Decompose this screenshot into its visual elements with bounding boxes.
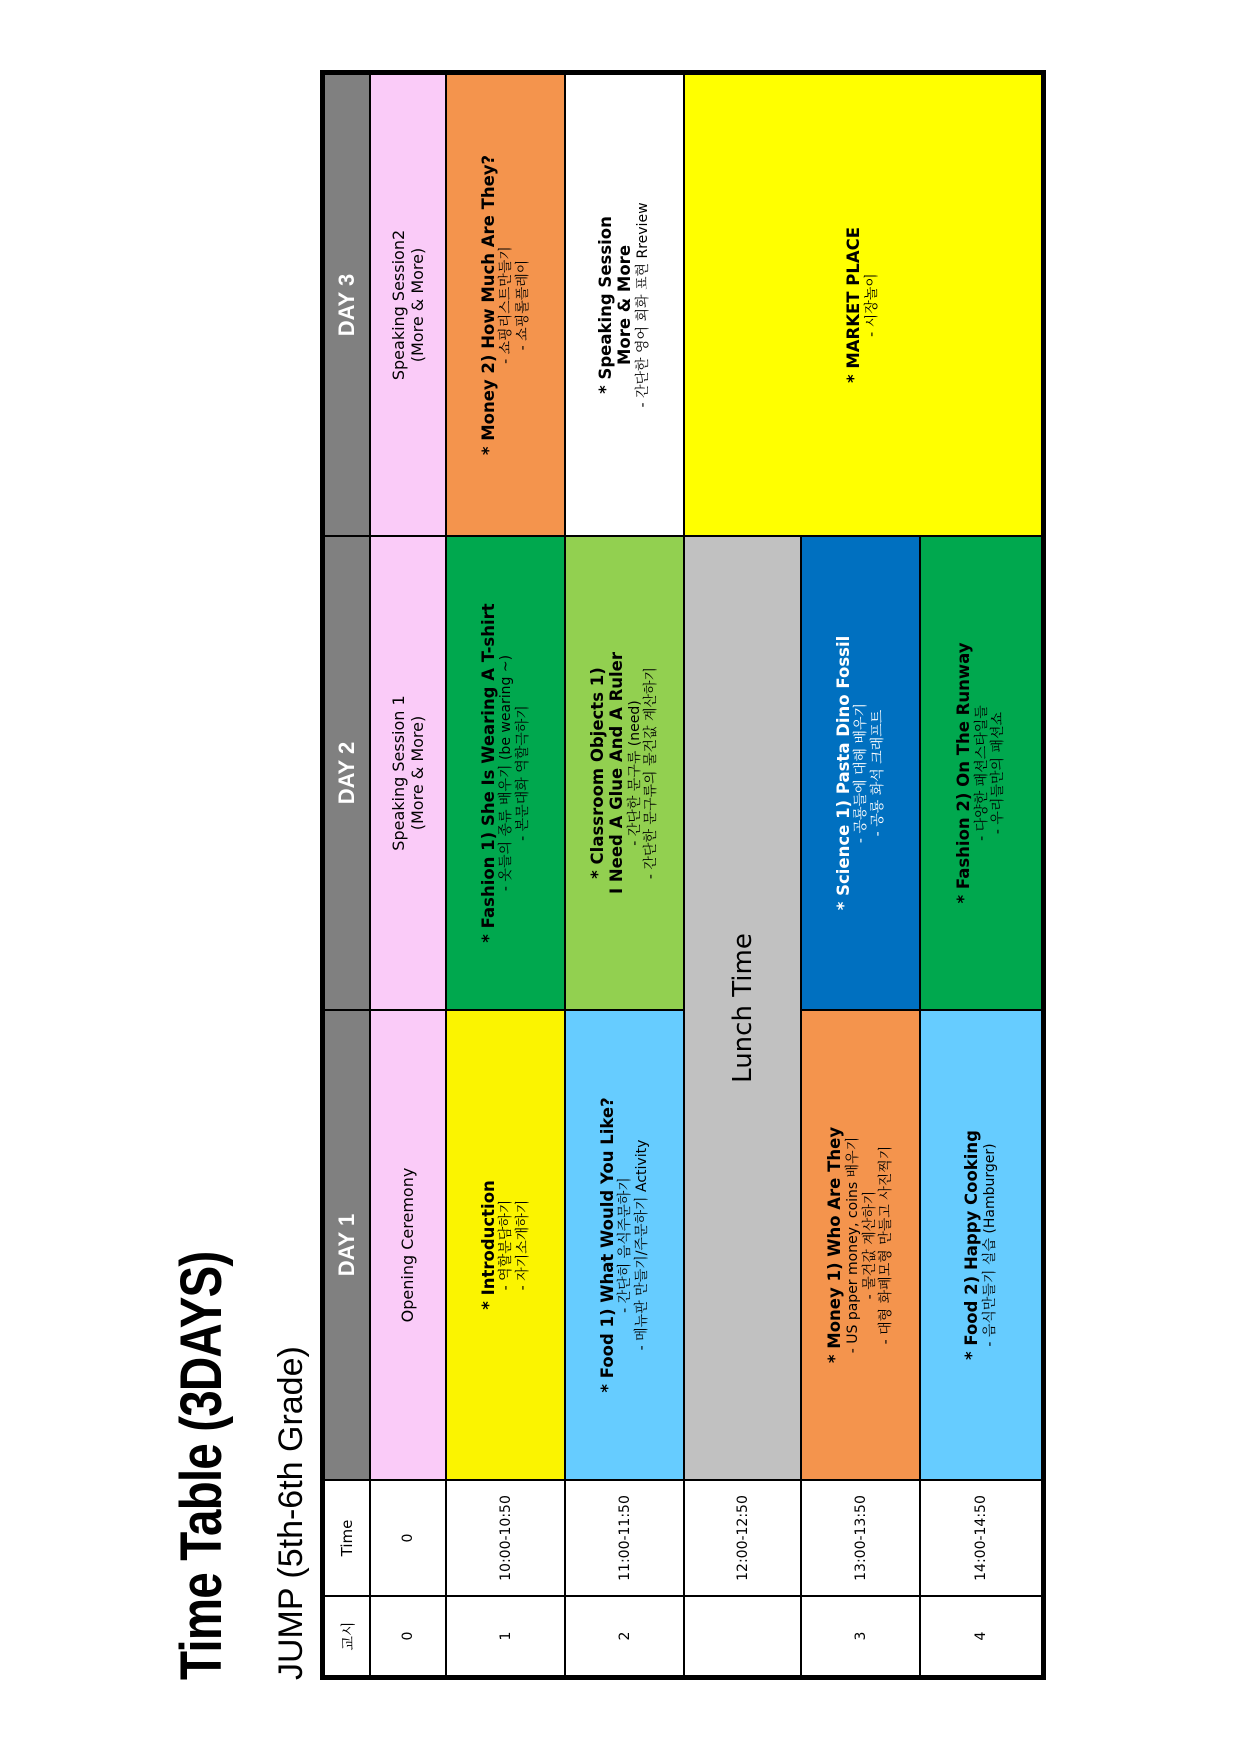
time-0: 0 [370, 1480, 446, 1596]
day3-market-place [684, 74, 1042, 536]
cell-line: - 쇼핑리스트만들기 [498, 246, 515, 364]
cell-line: - 대형 화폐모형 만들고 사진찍기 [878, 1145, 895, 1345]
day2-classroom-objects-1 [565, 536, 684, 1010]
period-1: 1 [446, 1596, 565, 1676]
page-subtitle: JUMP (5th-6th Grade) [272, 1346, 310, 1680]
header-time: Time [324, 1480, 370, 1596]
time-4: 14:00-14:50 [920, 1480, 1042, 1596]
cell-title: * Introduction [478, 1180, 498, 1310]
cell-title: * Food 2) Happy Cooking [962, 1130, 982, 1361]
cell-line: - US paper money, coins 배우기 [845, 1136, 862, 1354]
cell-line: (More & More) [408, 715, 427, 831]
time-lunch: 12:00-12:50 [684, 1480, 801, 1596]
day2-fashion-1 [446, 536, 565, 1010]
day1-opening-ceremony [370, 1010, 446, 1480]
page-title: Time Table (3DAYS) [169, 1251, 234, 1680]
cell-title: * Fashion 2) On The Runway [954, 642, 973, 904]
header-period: 교시 [324, 1596, 370, 1676]
period-2: 2 [565, 1596, 684, 1676]
cell-line: - 간단히 음식주문하기 [617, 1177, 634, 1313]
cell-subtitle: I Need A Glue And A Ruler [606, 651, 626, 895]
header-day2: DAY 2 [324, 536, 370, 1010]
cell-line: - 공룡 화석 크래프트 [869, 709, 886, 837]
cell-title: * Money 2) How Much Are They? [478, 154, 498, 456]
day1-money-1 [801, 1010, 920, 1480]
cell-line: - 물건값 계산하기 [861, 1190, 878, 1300]
day1-introduction [446, 1010, 565, 1480]
cell-title: Opening Ceremony [398, 1167, 418, 1323]
cell-title: * Classroom Objects 1) [588, 667, 608, 879]
cell-line: - 시장놀이 [864, 273, 881, 337]
cell-title: * MARKET PLACE [844, 226, 864, 384]
time-2: 11:00-11:50 [565, 1480, 684, 1596]
cell-line: - 메뉴판 만들기/주문하기 Activity [633, 1139, 650, 1351]
header-day1: DAY 1 [324, 1010, 370, 1480]
day1-food-2 [920, 1010, 1042, 1480]
day3-money-2 [446, 74, 565, 536]
cell-line: - 본문대화 역할극하기 [514, 705, 531, 841]
period-4: 4 [920, 1596, 1042, 1676]
time-1: 10:00-10:50 [446, 1480, 565, 1596]
cell-line: - 쇼핑롤플레이 [514, 259, 531, 351]
time-3: 13:00-13:50 [801, 1480, 920, 1596]
lunch-label: Lunch Time [727, 933, 758, 1083]
cell-line: - 다양한 패션스타일들 [973, 705, 990, 841]
cell-line: - 자기소개하기 [514, 1199, 531, 1291]
cell-title: * Speaking Session [596, 216, 616, 394]
cell-line: - 간단한 영어 회화 표현 Rreview [635, 202, 652, 408]
cell-line: - 공룡들에 대해 배우기 [853, 702, 870, 844]
cell-line: (More & More) [408, 247, 427, 363]
day2-speaking-session-1 [370, 536, 446, 1010]
cell-title: Speaking Session 1 [388, 695, 408, 851]
timetable-grid [320, 70, 1046, 1680]
day2-science-1 [801, 536, 920, 1010]
cell-title: * Science 1) Pasta Dino Fossil [833, 635, 853, 911]
day2-fashion-2 [920, 536, 1042, 1010]
header-day3: DAY 3 [324, 74, 370, 536]
day1-food-1 [565, 1010, 684, 1480]
cell-line: - 옷들의 종류 배우기 (be wearing ~) [498, 654, 515, 892]
cell-line: - 간단한 문구류 (need) [626, 700, 643, 846]
cell-title: Speaking Session2 [388, 229, 408, 381]
cell-line: - 간단한 문구류의 물건값 계산하기 [643, 666, 660, 880]
cell-line: - 음식만들기 실습 (Hamburger) [982, 1143, 999, 1347]
cell-title: * Money 1) Who Are They [825, 1126, 845, 1364]
cell-line: - 우리들만의 패션쇼 [990, 711, 1007, 835]
cell-subtitle: More & More [615, 244, 635, 366]
day3-speaking-session-2 [370, 74, 446, 536]
day3-speaking-session [565, 74, 684, 536]
period-0: 0 [370, 1596, 446, 1676]
lunch-time [684, 536, 801, 1480]
cell-title: * Food 1) What Would You Like? [597, 1097, 617, 1393]
period-lunch [684, 1596, 801, 1676]
cell-title: * Fashion 1) She Is Wearing A T-shirt [478, 603, 498, 943]
period-3: 3 [801, 1596, 920, 1676]
cell-line: - 역할분담하기 [498, 1199, 515, 1291]
